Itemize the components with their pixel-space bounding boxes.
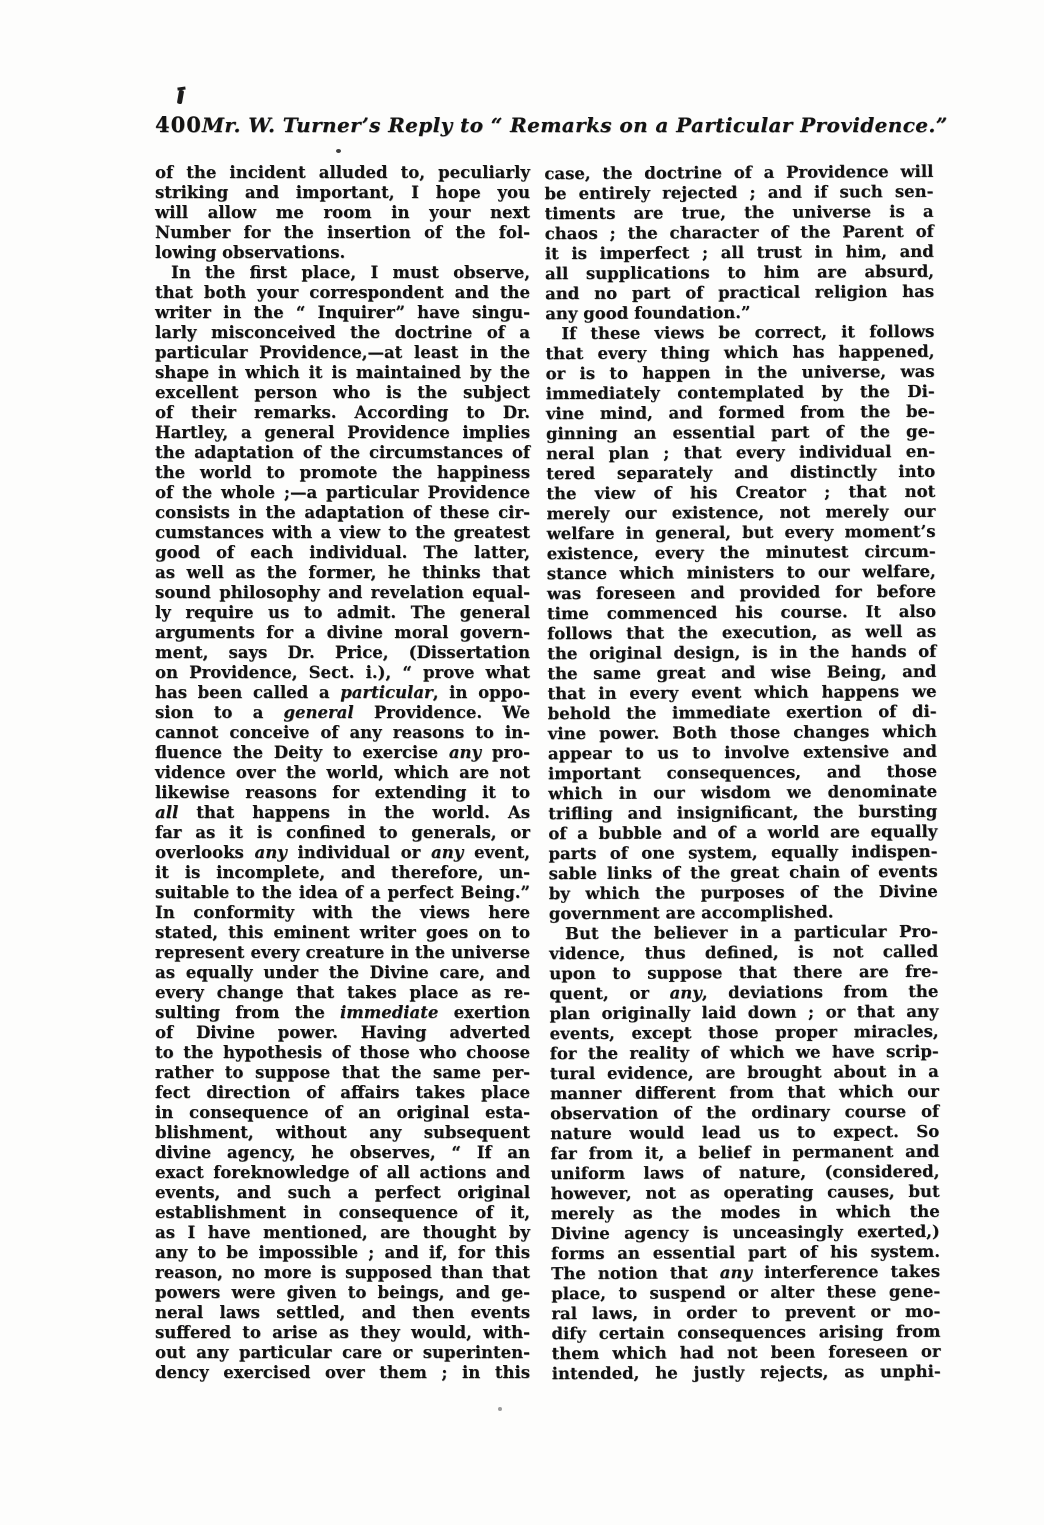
- text-line: parts of one system, equally indispen-: [548, 841, 938, 864]
- text-line: government are accomplished.: [548, 902, 834, 924]
- text-line: vidence over the world, which are not: [155, 763, 530, 782]
- text-line: upon to suppose that there are fre-: [549, 961, 939, 984]
- text-line: or is to happen in the universe, was: [545, 361, 935, 384]
- text-line: as well as the former, he thinks that: [155, 563, 530, 582]
- left-column: [155, 163, 530, 1383]
- text-line: ly require us to admit. The general: [155, 603, 530, 622]
- text-line: was foreseen and provided for before: [546, 581, 936, 604]
- text-line: that every thing which has happened,: [545, 341, 935, 364]
- text-line: vidence, thus defined, is not called: [549, 941, 939, 964]
- text-line: chaos ; the character of the Parent of: [544, 221, 934, 244]
- text-line: dify certain consequences arising from: [551, 1321, 941, 1344]
- text-line: striking and important, I hope you: [155, 183, 530, 202]
- text-line: which in our wisdom we denominate: [548, 781, 938, 804]
- running-title: Mr. W. Turner’s Reply to “ Remarks on a Particular Providence.”: [201, 113, 948, 137]
- text-line: divine agency, he observes, “ If an: [155, 1143, 530, 1162]
- text-line: sulting from the immediate exertion: [155, 1003, 530, 1022]
- text-line: timents are true, the universe is a: [544, 201, 934, 224]
- text-line: particular Providence,—at least in the: [155, 343, 530, 362]
- text-line: Divine agency is unceasingly exerted,): [550, 1221, 940, 1244]
- text-line: nature would lead us to expect. So: [550, 1121, 940, 1144]
- text-line: fluence the Deity to exercise any pro-: [155, 743, 530, 762]
- right-column: [544, 162, 940, 1384]
- text-line: neral plan ; that every individual en-: [545, 441, 936, 464]
- text-line: observation of the ordinary course of: [550, 1101, 940, 1124]
- text-line: plan originally laid down ; or that any: [549, 1001, 939, 1024]
- text-line: has been called a particular, in oppo-: [155, 683, 531, 702]
- text-line: consists in the adaptation of these cir-: [155, 503, 530, 522]
- text-line: excellent person who is the subject: [155, 383, 530, 402]
- text-line: the view of his Creator ; that not: [546, 481, 936, 504]
- text-line: good of each individual. The latter,: [155, 543, 530, 562]
- text-line: larly misconceived the doctrine of a: [155, 323, 530, 342]
- text-line: existence, every the minutest circum-: [546, 541, 936, 564]
- text-line: welfare in general, but every moment’s: [546, 521, 936, 544]
- text-line: ment, says Dr. Price, (Dissertation: [155, 643, 530, 662]
- text-line: all that happens in the world. As: [155, 803, 530, 822]
- text-line: of the incident alluded to, peculiarly: [155, 163, 530, 182]
- ink-blot-mark: [177, 90, 184, 105]
- text-line: be entirely rejected ; and if such sen-: [544, 181, 934, 204]
- text-line: of Divine power. Having adverted: [155, 1023, 530, 1042]
- text-line: to the hypothesis of those who choose: [155, 1043, 530, 1062]
- text-line: reason, no more is supposed than that: [155, 1263, 530, 1282]
- text-line: writer in the “ Inquirer” have singu-: [155, 303, 530, 322]
- text-line: vine power. Both those changes which: [547, 721, 937, 744]
- text-line: as I have mentioned, are thought by: [155, 1223, 530, 1242]
- text-line: ginning an essential part of the ge-: [545, 421, 935, 444]
- text-line: establishment in consequence of it,: [155, 1203, 530, 1222]
- text-line: events, except those proper miracles,: [549, 1021, 939, 1044]
- scan-speck: [498, 1407, 502, 1411]
- text-line: In the first place, I must observe,: [171, 263, 530, 282]
- text-line: every change that takes place as re-: [155, 983, 530, 1002]
- text-columns: [155, 161, 941, 1384]
- text-line: sable links of the great chain of events: [548, 861, 938, 884]
- text-line: appear to us to involve extensive and: [547, 741, 937, 764]
- text-line: will allow me room in your next: [155, 203, 530, 222]
- text-line: blishment, without any subsequent: [155, 1123, 530, 1142]
- text-line: If these views be correct, it follows: [561, 321, 935, 344]
- text-line: likewise reasons for extending it to: [155, 783, 530, 802]
- text-line: merely our existence, not merely our: [546, 501, 936, 524]
- text-line: cumstances with a view to the greatest: [155, 523, 530, 542]
- text-line: vine mind, and formed from the be-: [545, 401, 935, 424]
- text-line: in consequence of an original esta-: [155, 1103, 530, 1122]
- text-line: tural evidence, are brought about in a: [549, 1061, 939, 1084]
- text-line: sound philosophy and revelation equal-: [155, 583, 530, 602]
- text-line: as equally under the Divine care, and: [155, 963, 530, 982]
- text-line: trifling and insignificant, the bursting: [548, 801, 938, 824]
- text-line: immediately contemplated by the Di-: [545, 381, 935, 404]
- text-line: stated, this eminent writer goes on to: [155, 923, 530, 942]
- text-line: it is incomplete, and therefore, un-: [155, 863, 530, 882]
- text-line: suffered to arise as they would, with-: [155, 1323, 530, 1342]
- text-line: that both your correspondent and the: [155, 283, 530, 302]
- text-line: intended, he justly rejects, as unphi-: [551, 1361, 941, 1384]
- text-line: lowing observations.: [155, 243, 346, 262]
- text-line: of the whole ;—a particular Providence: [155, 483, 530, 502]
- text-line: powers were given to beings, and ge-: [155, 1283, 530, 1302]
- text-line: cannot conceive of any reasons to in-: [155, 723, 530, 742]
- text-line: of a bubble and of a world are equally: [548, 821, 938, 844]
- text-line: overlooks any individual or any event,: [155, 843, 530, 862]
- text-line: suitable to the idea of a perfect Being.”: [155, 883, 530, 902]
- text-line: place, to suspend or alter these gene-: [551, 1281, 941, 1304]
- text-line: however, not as operating causes, but: [550, 1181, 940, 1204]
- text-line: In conformity with the views here: [155, 903, 530, 922]
- text-line: any to be impossible ; and if, for this: [155, 1243, 530, 1262]
- text-line: the adaptation of the circumstances of: [155, 443, 530, 462]
- text-line: time commenced his course. It also: [546, 601, 937, 624]
- text-line: merely as the modes in which the: [550, 1201, 940, 1224]
- text-line: sion to a general Providence. We: [155, 703, 530, 722]
- text-line: But the believer in a particular Pro-: [564, 921, 939, 944]
- text-line: dency exercised over them ; in this: [155, 1363, 530, 1382]
- text-line: ral laws, in order to prevent or mo-: [551, 1301, 941, 1324]
- text-line: uniform laws of nature, (considered,: [550, 1161, 940, 1184]
- text-line: represent every creature in the universe: [155, 943, 530, 962]
- text-line: by which the purposes of the Divine: [548, 881, 938, 904]
- text-line: far as it is confined to generals, or: [155, 823, 530, 842]
- text-line: manner different from that which our: [549, 1081, 940, 1104]
- text-line: important consequences, and those: [547, 761, 938, 784]
- text-line: the same great and wise Being, and: [547, 661, 937, 684]
- text-line: behold the immediate exertion of di-: [547, 701, 937, 724]
- text-line: case, the doctrine of a Providence will: [544, 161, 934, 184]
- page-number: 400: [155, 112, 202, 137]
- text-line: that in every event which happens we: [547, 681, 937, 704]
- text-line: on Providence, Sect. i.), “ prove what: [155, 663, 530, 682]
- text-line: quent, or any, deviations from the: [549, 981, 939, 1004]
- text-line: them which had not been foreseen or: [551, 1341, 941, 1364]
- text-line: the world to promote the happiness: [155, 463, 530, 482]
- scan-speck: [336, 149, 341, 153]
- text-line: fect direction of affairs takes place: [155, 1083, 530, 1102]
- text-line: follows that the execution, as well as: [547, 621, 937, 644]
- text-line: The notion that any interference takes: [550, 1261, 941, 1284]
- text-line: Number for the insertion of the fol-: [155, 223, 530, 242]
- text-line: the original design, is in the hands of: [547, 641, 937, 664]
- text-line: any good foundation.”: [545, 302, 751, 324]
- text-line: far from it, a belief in permanent and: [550, 1141, 940, 1164]
- text-line: all supplications to him are absurd,: [544, 261, 934, 284]
- text-line: for the reality of which we have scrip-: [549, 1041, 939, 1064]
- text-line: it is imperfect ; all trust in him, and: [544, 241, 934, 264]
- text-line: and no part of practical religion has: [545, 281, 935, 304]
- text-line: of their remarks. According to Dr.: [155, 403, 530, 422]
- text-line: shape in which it is maintained by the: [155, 363, 530, 382]
- text-line: arguments for a divine moral govern-: [155, 623, 530, 642]
- page-header: [155, 112, 948, 137]
- text-line: Hartley, a general Providence implies: [155, 423, 530, 442]
- text-line: neral laws settled, and then events: [155, 1303, 530, 1322]
- text-line: events, and such a perfect original: [155, 1183, 530, 1202]
- text-line: exact foreknowledge of all actions and: [155, 1163, 530, 1182]
- text-line: rather to suppose that the same per-: [155, 1063, 530, 1082]
- text-line: forms an essential part of his system.: [550, 1241, 940, 1264]
- text-line: tered separately and distinctly into: [546, 461, 936, 484]
- text-line: stance which ministers to our welfare,: [546, 561, 936, 584]
- text-line: out any particular care or superinten-: [155, 1343, 530, 1362]
